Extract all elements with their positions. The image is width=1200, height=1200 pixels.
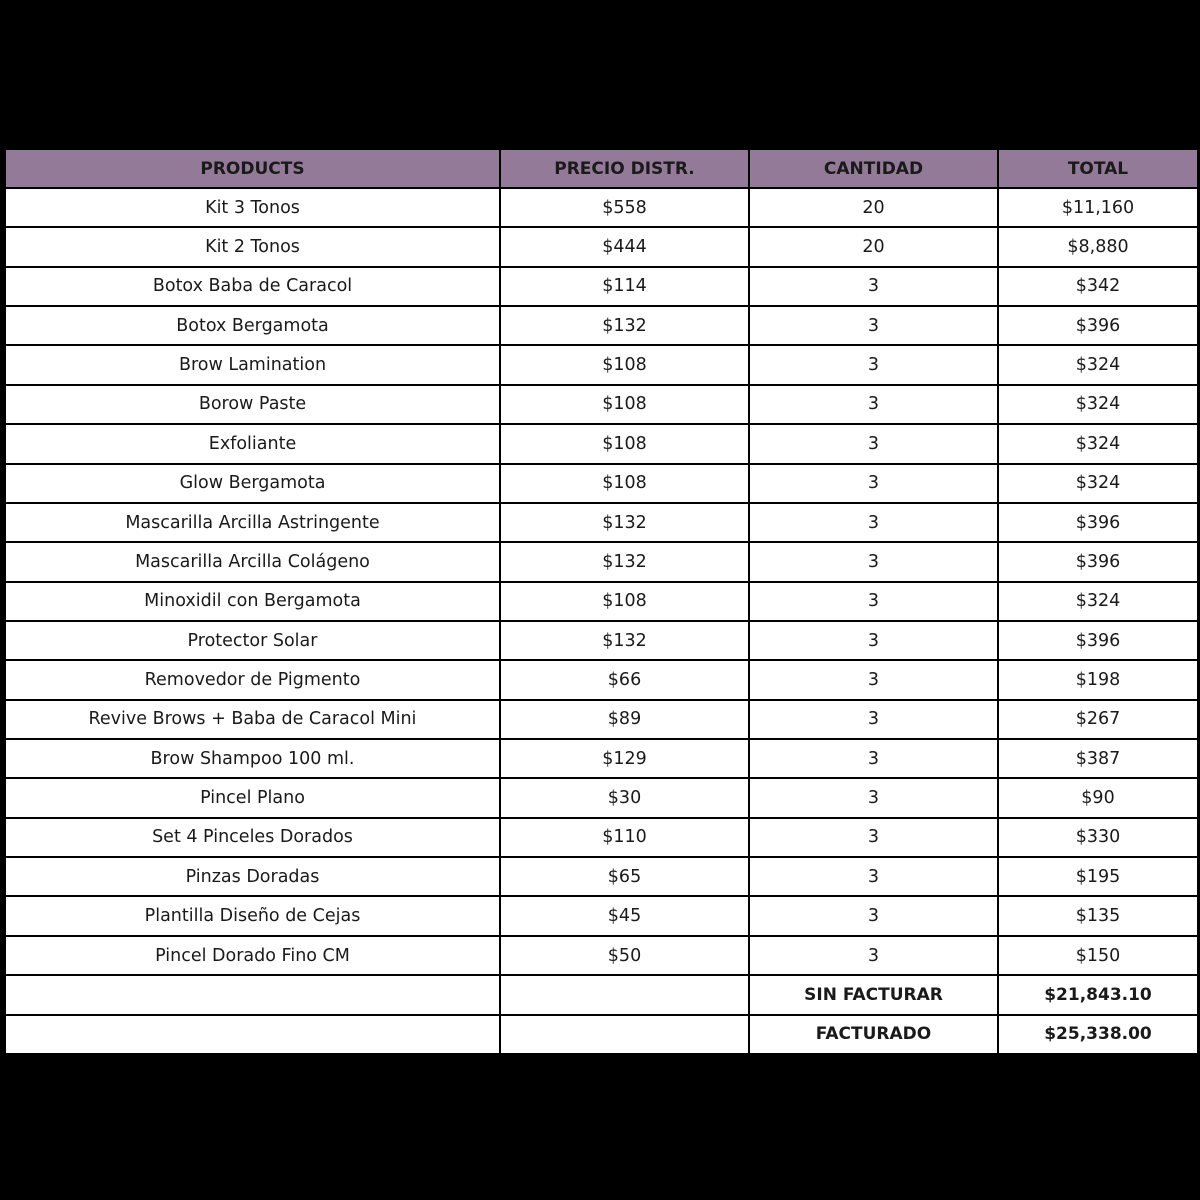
table-row — [5, 700, 1198, 739]
cell-price: $444 — [500, 227, 749, 266]
header-quantity: CANTIDAD — [749, 149, 998, 188]
header-price: PRECIO DISTR. — [500, 149, 749, 188]
cell-quantity: 3 — [749, 896, 998, 935]
table-row — [5, 936, 1198, 975]
table-row — [5, 542, 1198, 581]
cell-product: Minoxidil con Bergamota — [5, 582, 500, 621]
cell-quantity: 3 — [749, 267, 998, 306]
cell-price: $132 — [500, 621, 749, 660]
cell-quantity: 3 — [749, 385, 998, 424]
cell-quantity: 3 — [749, 464, 998, 503]
cell-quantity: 3 — [749, 700, 998, 739]
cell-quantity: 20 — [749, 227, 998, 266]
cell-price: $66 — [500, 660, 749, 699]
header-products: PRODUCTS — [5, 149, 500, 188]
summary-row — [5, 975, 1198, 1014]
cell-price: $108 — [500, 582, 749, 621]
cell-quantity: 20 — [749, 188, 998, 227]
table-row — [5, 621, 1198, 660]
table-row — [5, 896, 1198, 935]
table-row — [5, 267, 1198, 306]
cell-price: $114 — [500, 267, 749, 306]
table-row — [5, 345, 1198, 384]
cell-price: $108 — [500, 345, 749, 384]
cell-product: Protector Solar — [5, 621, 500, 660]
cell-product: Kit 3 Tonos — [5, 188, 500, 227]
cell-total: $90 — [998, 778, 1198, 817]
table-row — [5, 778, 1198, 817]
cell-product: Glow Bergamota — [5, 464, 500, 503]
cell-quantity: 3 — [749, 345, 998, 384]
cell-product: Botox Bergamota — [5, 306, 500, 345]
cell-total: $330 — [998, 818, 1198, 857]
cell-product: Mascarilla Arcilla Colágeno — [5, 542, 500, 581]
table-row — [5, 739, 1198, 778]
cell-price: $30 — [500, 778, 749, 817]
cell-product: Pincel Dorado Fino CM — [5, 936, 500, 975]
summary-label: FACTURADO — [749, 1015, 998, 1054]
summary-value: $25,338.00 — [998, 1015, 1198, 1054]
summary-row — [5, 1015, 1198, 1054]
cell-quantity: 3 — [749, 739, 998, 778]
cell-quantity: 3 — [749, 818, 998, 857]
cell-product: Borow Paste — [5, 385, 500, 424]
cell-product: Plantilla Diseño de Cejas — [5, 896, 500, 935]
table-row — [5, 464, 1198, 503]
table-row — [5, 503, 1198, 542]
cell-product: Brow Shampoo 100 ml. — [5, 739, 500, 778]
cell-total: $396 — [998, 503, 1198, 542]
cell-product: Botox Baba de Caracol — [5, 267, 500, 306]
summary-empty-cell — [5, 975, 500, 1014]
cell-product: Pincel Plano — [5, 778, 500, 817]
cell-price: $89 — [500, 700, 749, 739]
cell-total: $324 — [998, 345, 1198, 384]
cell-price: $129 — [500, 739, 749, 778]
cell-price: $65 — [500, 857, 749, 896]
cell-quantity: 3 — [749, 660, 998, 699]
cell-product: Revive Brows + Baba de Caracol Mini — [5, 700, 500, 739]
cell-quantity: 3 — [749, 582, 998, 621]
cell-product: Pinzas Doradas — [5, 857, 500, 896]
cell-total: $8,880 — [998, 227, 1198, 266]
cell-total: $150 — [998, 936, 1198, 975]
cell-total: $324 — [998, 424, 1198, 463]
table-row — [5, 385, 1198, 424]
cell-quantity: 3 — [749, 621, 998, 660]
cell-total: $324 — [998, 385, 1198, 424]
cell-quantity: 3 — [749, 503, 998, 542]
cell-quantity: 3 — [749, 778, 998, 817]
cell-price: $45 — [500, 896, 749, 935]
cell-total: $267 — [998, 700, 1198, 739]
table-row — [5, 818, 1198, 857]
cell-product: Exfoliante — [5, 424, 500, 463]
cell-price: $50 — [500, 936, 749, 975]
cell-product: Brow Lamination — [5, 345, 500, 384]
cell-total: $387 — [998, 739, 1198, 778]
cell-price: $110 — [500, 818, 749, 857]
cell-price: $132 — [500, 542, 749, 581]
table-row — [5, 227, 1198, 266]
cell-total: $396 — [998, 621, 1198, 660]
cell-quantity: 3 — [749, 542, 998, 581]
cell-price: $108 — [500, 424, 749, 463]
cell-price: $132 — [500, 503, 749, 542]
cell-price: $132 — [500, 306, 749, 345]
summary-empty-cell — [5, 1015, 500, 1054]
cell-total: $342 — [998, 267, 1198, 306]
cell-price: $558 — [500, 188, 749, 227]
cell-total: $195 — [998, 857, 1198, 896]
cell-product: Kit 2 Tonos — [5, 227, 500, 266]
summary-empty-cell — [500, 1015, 749, 1054]
cell-total: $11,160 — [998, 188, 1198, 227]
cell-quantity: 3 — [749, 936, 998, 975]
price-table — [4, 148, 1199, 1055]
cell-total: $198 — [998, 660, 1198, 699]
table-row — [5, 188, 1198, 227]
table-row — [5, 857, 1198, 896]
table-body — [5, 188, 1198, 1054]
table-row — [5, 424, 1198, 463]
cell-total: $396 — [998, 542, 1198, 581]
table-row — [5, 660, 1198, 699]
cell-quantity: 3 — [749, 857, 998, 896]
cell-product: Set 4 Pinceles Dorados — [5, 818, 500, 857]
cell-product: Mascarilla Arcilla Astringente — [5, 503, 500, 542]
table-row — [5, 582, 1198, 621]
cell-price: $108 — [500, 385, 749, 424]
cell-quantity: 3 — [749, 424, 998, 463]
cell-total: $324 — [998, 464, 1198, 503]
summary-label: SIN FACTURAR — [749, 975, 998, 1014]
header-total: TOTAL — [998, 149, 1198, 188]
cell-price: $108 — [500, 464, 749, 503]
cell-total: $135 — [998, 896, 1198, 935]
header-row — [5, 149, 1198, 188]
table-row — [5, 306, 1198, 345]
cell-quantity: 3 — [749, 306, 998, 345]
summary-value: $21,843.10 — [998, 975, 1198, 1014]
summary-empty-cell — [500, 975, 749, 1014]
cell-total: $324 — [998, 582, 1198, 621]
cell-total: $396 — [998, 306, 1198, 345]
cell-product: Removedor de Pigmento — [5, 660, 500, 699]
